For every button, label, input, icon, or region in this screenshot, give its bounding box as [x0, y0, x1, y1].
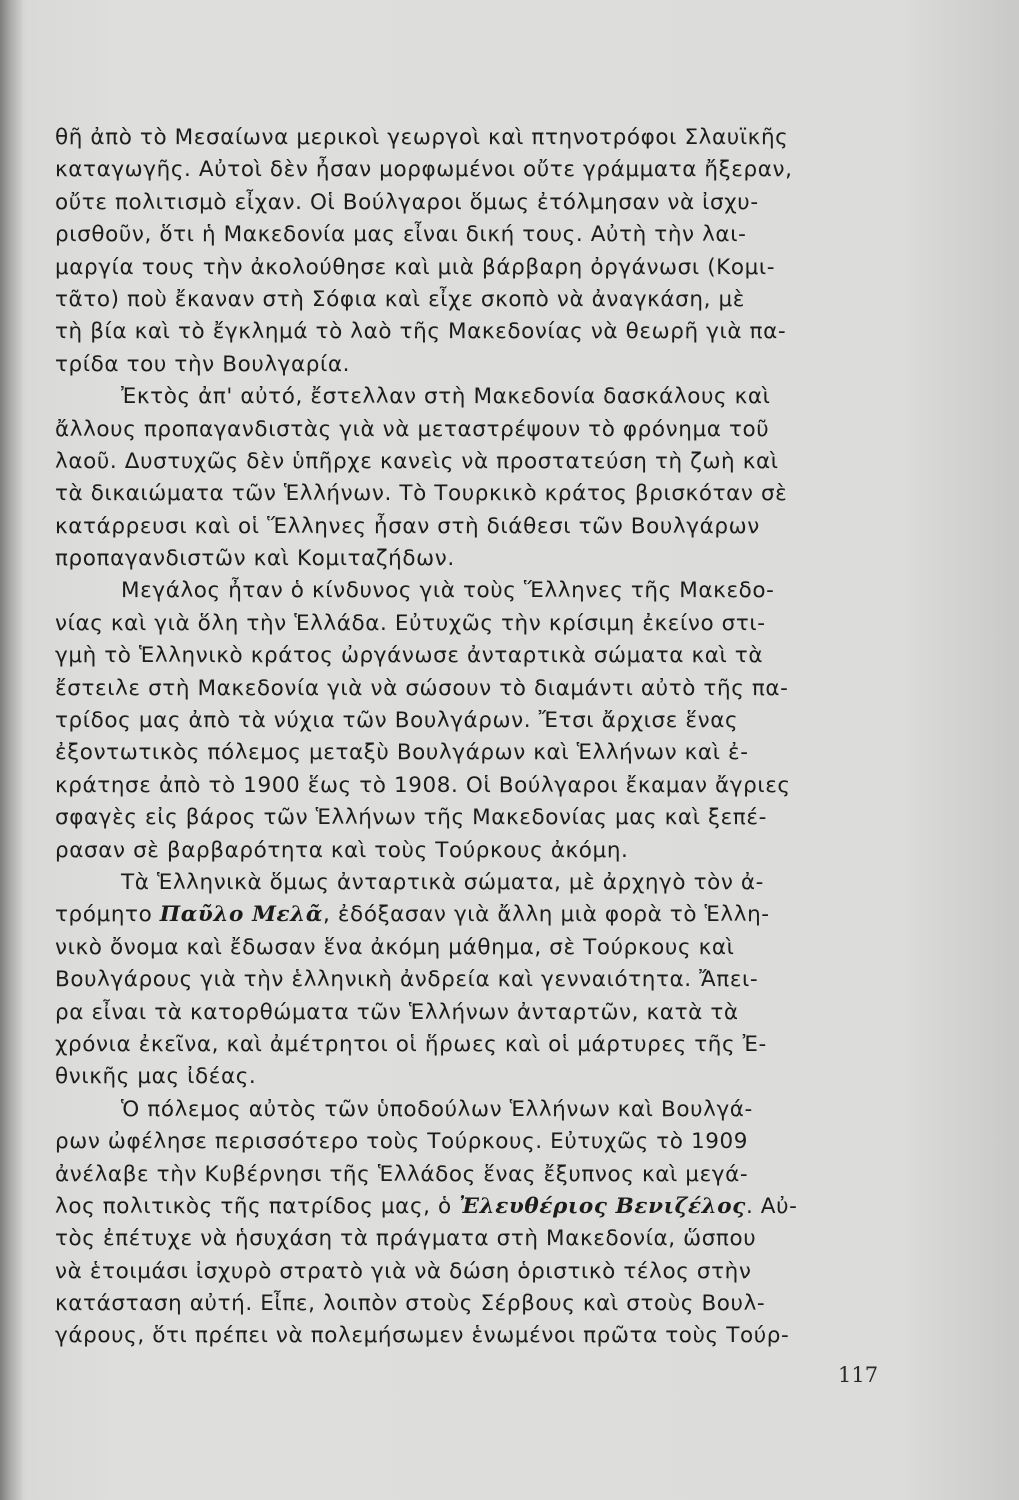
emphasized-name: Παῦλο Μελᾶ: [159, 902, 323, 928]
text-line: ἐξοντωτικὸς πόλεμος μεταξὺ Βουλγάρων καὶ Ἑλλήνων καὶ ἐ-: [55, 740, 749, 766]
text-segment: τρόμητο: [55, 902, 153, 928]
paragraph-start-line: Ὁ πόλεμος αὐτὸς τῶν ὑποδούλων Ἑλλήνων καὶ Βουλγά-: [121, 1096, 753, 1122]
text-segment: , ἐδόξασαν γιὰ ἄλλη μιὰ φορὰ τὸ Ἑλλη-: [322, 902, 770, 928]
book-spine-shadow: [0, 0, 22, 1500]
text-line: νὰ ἑτοιμάσι ἰσχυρὸ στρατὸ γιὰ νὰ δώση ὁριστικὸ τέλος στὴν: [55, 1258, 752, 1284]
paragraph-start-line: Τὰ Ἑλληνικὰ ὅμως ἀνταρτικὰ σώματα, μὲ ἀρχηγὸ τὸν ἀ-: [121, 869, 765, 895]
text-line: θνικῆς μας ἰδέας.: [55, 1064, 257, 1090]
text-line: [55, 1191, 877, 1223]
text-line: νίας καὶ γιὰ ὅλη τὴν Ἑλλάδα. Εὐτυχῶς τὴν κρίσιμη ἐκείνο στι-: [55, 610, 766, 636]
text-line: ρων ὠφέλησε περισσότερο τοὺς Τούρκους. Εὐτυχῶς τὸ 1909: [55, 1129, 749, 1155]
text-line: καταγωγῆς. Αὐτοὶ δὲν ἦσαν μορφωμένοι οὔτε γράμματα ἤξεραν,: [55, 157, 793, 183]
text-line: λαοῦ. Δυστυχῶς δὲν ὑπῆρχε κανεὶς νὰ προστατεύση τὴ ζωὴ καὶ: [55, 448, 779, 474]
paragraph-start-line: Ἐκτὸς ἀπ' αὐτό, ἔστελλαν στὴ Μακεδονία δασκάλους καὶ: [121, 384, 771, 410]
text-line: τρίδα του τὴν Βουλγαρία.: [55, 351, 351, 377]
text-line: ἀνέλαβε τὴν Κυβέρνησι τῆς Ἑλλάδος ἕνας ἔξυπνος καὶ μεγά-: [55, 1161, 749, 1187]
text-line: κατάσταση αὐτή. Εἶπε, λοιπὸν στοὺς Σέρβους καὶ στοὺς Βουλ-: [55, 1291, 766, 1317]
emphasized-name: Ἐλευθέριος Βενιζέλος: [459, 1193, 746, 1219]
body-text: [55, 122, 877, 1353]
text-line: τὴ βία καὶ τὸ ἔγκλημά τὸ λαὸ τῆς Μακεδονίας νὰ θεωρῆ γιὰ πα-: [55, 319, 787, 345]
text-line: κατάρρευσι καὶ οἱ Ἕλληνες ἦσαν στὴ διάθεσι τῶν Βουλγάρων: [55, 513, 760, 539]
text-line: σφαγὲς εἰς βάρος τῶν Ἑλλήνων τῆς Μακεδονίας μας καὶ ξεπέ-: [55, 805, 767, 831]
text-line: θῆ ἀπὸ τὸ Μεσαίωνα μερικοὶ γεωργοὶ καὶ πτηνοτρόφοι Σλαυϊκῆς: [55, 125, 789, 150]
text-line: τᾶτο) ποὺ ἔκαναν στὴ Σόφια καὶ εἶχε σκοπὸ νὰ ἀναγκάση, μὲ: [55, 286, 746, 312]
text-line: μαργία τους τὴν ἀκολούθησε καὶ μιὰ βάρβαρη ὀργάνωσι (Κομι-: [55, 254, 776, 280]
text-line: γμὴ τὸ Ἑλληνικὸ κράτος ὠργάνωσε ἀνταρτικὰ σώματα καὶ τὰ: [55, 643, 764, 669]
text-line: χρόνια ἐκεῖνα, καὶ ἀμέτρητοι οἱ ἥρωες καὶ οἱ μάρτυρες τῆς Ἐ-: [55, 1031, 767, 1057]
text-segment: . Αὐ-: [745, 1193, 798, 1219]
text-line: Βουλγάρους γιὰ τὴν ἑλληνικὴ ἀνδρεία καὶ γενναιότητα. Ἄπει-: [55, 967, 759, 993]
text-line: ρισθοῦν, ὅτι ἡ Μακεδονία μας εἶναι δική τους. Αὐτὴ τὴν λαι-: [55, 222, 747, 248]
text-line: τρίδος μας ἀπὸ τὰ νύχια τῶν Βουλγάρων. Ἔτσι ἄρχισε ἕνας: [55, 708, 739, 734]
text-line: τὰ δικαιώματα τῶν Ἑλλήνων. Τὸ Τουρκικὸ κράτος βρισκόταν σὲ: [55, 481, 788, 507]
text-line: τὸς ἐπέτυχε νὰ ἡσυχάση τὰ πράγματα στὴ Μακεδονία, ὥσπου: [55, 1226, 757, 1252]
text-line: ρασαν σὲ βαρβαρότητα καὶ τοὺς Τούρκους ἀκόμη.: [55, 837, 629, 863]
text-line: προπαγανδιστῶν καὶ Κομιταζήδων.: [55, 546, 455, 572]
page-number: 117: [838, 1363, 879, 1387]
text-line: νικὸ ὄνομα καὶ ἔδωσαν ἕνα ἀκόμη μάθημα, σὲ Τούρκους καὶ: [55, 934, 735, 960]
text-line: ρα εἶναι τὰ κατορθώματα τῶν Ἑλλήνων ἀνταρτῶν, κατὰ τὰ: [55, 999, 739, 1025]
text-line: οὔτε πολιτισμὸ εἶχαν. Οἱ Βούλγαροι ὅμως ἐτόλμησαν νὰ ἰσχυ-: [55, 189, 759, 215]
text-line: ἔστειλε στὴ Μακεδονία γιὰ νὰ σώσουν τὸ διαμάντι αὐτὸ τῆς πα-: [55, 675, 789, 701]
text-line: γάρους, ὅτι πρέπει νὰ πολεμήσωμεν ἑνωμένοι πρῶτα τοὺς Τούρ-: [55, 1323, 790, 1349]
text-line: [55, 899, 877, 931]
paragraph-start-line: Μεγάλος ἦταν ὁ κίνδυνος γιὰ τοὺς Ἕλληνες τῆς Μακεδο-: [121, 578, 775, 604]
text-segment: λος πολιτικὸς τῆς πατρίδος μας, ὁ: [55, 1193, 452, 1219]
text-line: κράτησε ἀπὸ τὸ 1900 ἕως τὸ 1908. Οἱ Βούλγαροι ἔκαμαν ἄγριες: [55, 772, 791, 798]
text-line: ἄλλους προπαγανδιστὰς γιὰ νὰ μεταστρέψουν τὸ φρόνημα τοῦ: [55, 416, 770, 442]
